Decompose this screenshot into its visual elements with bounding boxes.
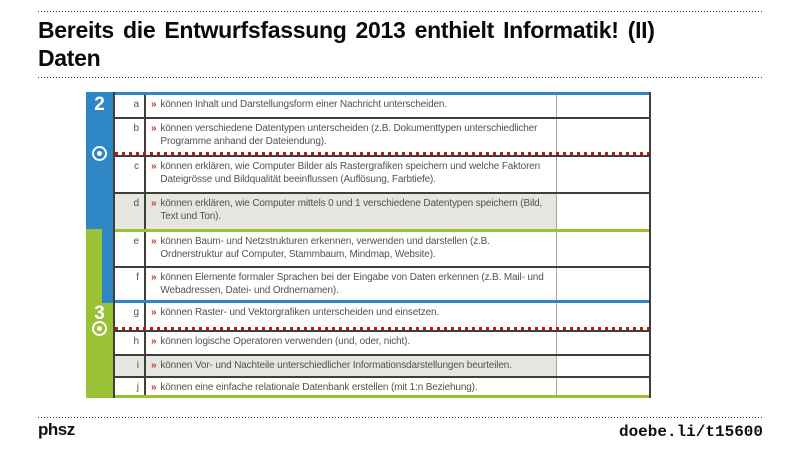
empty-cell	[556, 194, 649, 229]
competency-text: können erklären, wie Computer Bilder als Rastergrafiken speichern und welche Faktoren Dateigrösse und Bildqualität beeinflussen (Auflösung, Farbtiefe).	[160, 161, 541, 185]
competency-text: können logische Operatoren verwenden (und, oder, nicht).	[160, 336, 410, 347]
cycle-gutter	[86, 92, 113, 398]
competency-text: können Elemente formaler Sprachen bei der Eingabe von Daten erkennen (z.B. Mail- und Webadressen, Datei- und Ordnernamen).	[160, 272, 544, 296]
row-letter: g	[115, 303, 146, 327]
chevron-marker-icon: »	[151, 272, 157, 283]
row-letter: f	[115, 268, 146, 300]
chevron-marker-icon: »	[151, 307, 157, 318]
top-dotted-rule	[38, 11, 763, 13]
table-row	[115, 378, 649, 395]
source-link: doebe.li/t15600	[618, 423, 763, 441]
competency-text: können Raster- und Vektorgrafiken unterscheiden und einsetzen.	[160, 307, 440, 318]
row-text-cell	[146, 95, 556, 117]
row-letter: e	[115, 232, 146, 266]
table-row	[115, 232, 649, 266]
row-text-cell	[146, 194, 556, 229]
row-text-cell	[146, 157, 556, 192]
slide-title-line1: Bereits die Entwurfsfassung 2013 enthielt Informatik! (II)	[38, 17, 655, 43]
competency-table	[86, 92, 651, 398]
empty-cell	[556, 378, 649, 395]
empty-cell	[556, 119, 649, 152]
chevron-marker-icon: »	[151, 99, 157, 110]
table-row	[115, 332, 649, 354]
row-text-cell	[146, 232, 556, 266]
competency-text: können Baum- und Netzstrukturen erkennen, verwenden und darstellen (z.B. Ordnerstruktur auf Computer, Stammbaum, Mindmap, Website).	[160, 236, 490, 260]
slide-title-line2: Daten	[38, 45, 101, 71]
orientation-point-icon	[92, 321, 107, 336]
row-letter: j	[115, 378, 146, 395]
phsz-logo: phsz	[38, 420, 75, 439]
empty-cell	[556, 332, 649, 354]
competency-text: können eine einfache relationale Datenbank erstellen (mit 1:n Beziehung).	[160, 382, 478, 393]
table-row	[115, 119, 649, 152]
rows-area	[113, 92, 651, 398]
row-text-cell	[146, 378, 556, 395]
row-text-cell	[146, 303, 556, 327]
slide-title	[38, 16, 655, 72]
cycle2-label: 2	[94, 94, 105, 115]
table-row	[115, 356, 649, 376]
chevron-marker-icon: »	[151, 336, 157, 347]
chevron-marker-icon: »	[151, 161, 157, 172]
cycle3-bar-start	[86, 229, 102, 303]
competency-text: können Inhalt und Darstellungsform einer Nachricht unterscheiden.	[160, 99, 447, 110]
cycle2-bar-end	[102, 229, 113, 303]
competency-text: können erklären, wie Computer mittels 0 und 1 verschiedene Datentypen speichern (Bild, Text und Ton).	[160, 198, 543, 222]
row-letter: d	[115, 194, 146, 229]
empty-cell	[556, 303, 649, 327]
empty-cell	[556, 157, 649, 192]
chevron-marker-icon: »	[151, 123, 157, 134]
empty-cell	[556, 232, 649, 266]
row-letter: a	[115, 95, 146, 117]
table-row	[115, 268, 649, 300]
footer-dotted-rule	[38, 417, 763, 419]
competency-text: können Vor- und Nachteile unterschiedlicher Informationsdarstellungen beurteilen.	[160, 360, 512, 371]
empty-cell	[556, 268, 649, 300]
chevron-marker-icon: »	[151, 236, 157, 247]
title-underline-dotted-rule	[38, 77, 763, 79]
row-text-cell	[146, 332, 556, 354]
green-cycle-line	[115, 395, 649, 398]
row-letter: h	[115, 332, 146, 354]
table-row	[115, 303, 649, 327]
empty-cell	[556, 95, 649, 117]
row-letter: i	[115, 356, 146, 376]
table-row	[115, 95, 649, 117]
chevron-marker-icon: »	[151, 382, 157, 393]
row-text-cell	[146, 119, 556, 152]
row-letter: c	[115, 157, 146, 192]
chevron-marker-icon: »	[151, 360, 157, 371]
competency-text: können verschiedene Datentypen unterscheiden (z.B. Dokumenttypen unterschiedlicher Programme anhand der Dateiendung).	[160, 123, 538, 147]
table-row	[115, 194, 649, 229]
chevron-marker-icon: »	[151, 198, 157, 209]
row-text-cell	[146, 268, 556, 300]
table-row	[115, 157, 649, 192]
orientation-point-icon	[92, 146, 107, 161]
row-letter: b	[115, 119, 146, 152]
row-text-cell	[146, 356, 556, 376]
empty-cell	[556, 356, 649, 376]
cycle3-label: 3	[94, 303, 105, 324]
